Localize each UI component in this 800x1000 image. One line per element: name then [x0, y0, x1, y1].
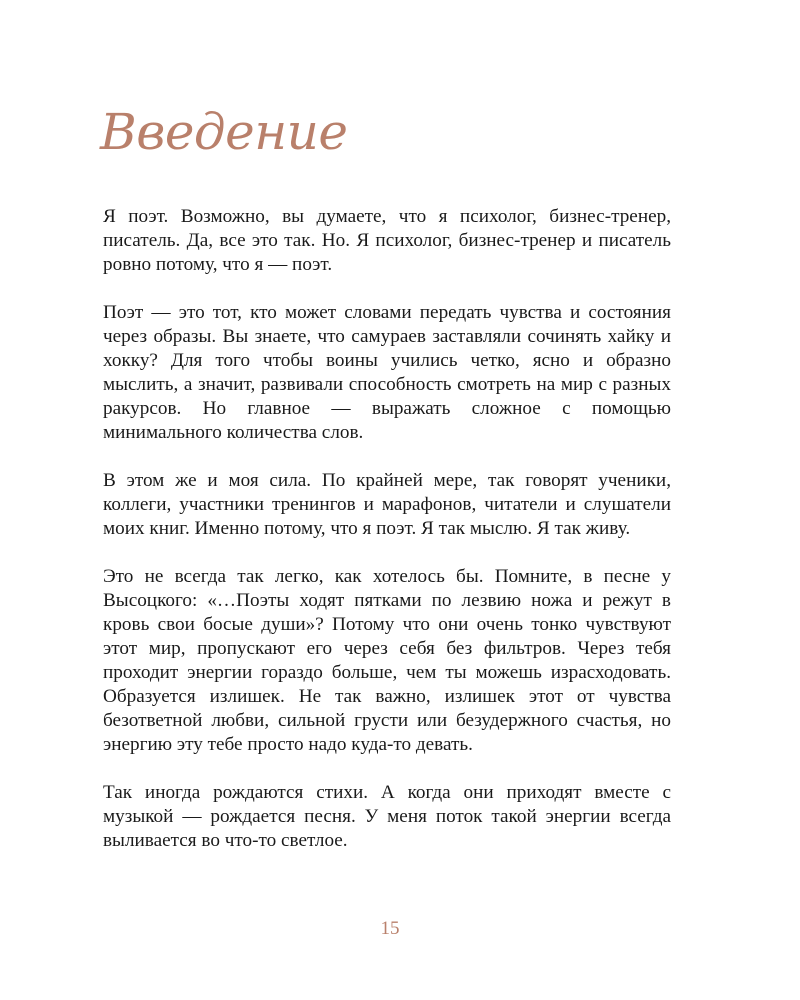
- paragraph-4: Это не всегда так легко, как хотелось бы. Помните, в песне у Высоцкого: «…Поэты ходят пятками по лезвию ножа и режут в кровь свои босые души»? Потому что они очень тонко чувствуют этот мир, пропускают его через себя без фильтров. Через тебя проходит энергии гораздо больше, чем ты можешь израсходовать. Образуется излишек. Не так важно, излишек этот от чувства безответной любви, сильной грусти или безудержного счастья, но энергию эту тебе просто надо куда-то девать.: [103, 566, 671, 755]
- paragraph-3: В этом же и моя сила. По крайней мере, так говорят ученики, коллеги, участники тренингов и марафонов, читатели и слушатели моих книг. Именно потому, что я поэт. Я так мыслю. Я так живу.: [103, 470, 671, 539]
- paragraph-2: Поэт — это тот, кто может словами передать чувства и состояния через образы. Вы знаете, что самураев заставляли сочинять хайку и хокку? Для того чтобы воины учились четко, ясно и образно мыслить, а значит, развивали способность смотреть на мир с разных ракурсов. Но главное — выражать сложное с помощью минимального количества слов.: [103, 302, 671, 443]
- chapter-heading: Введение: [100, 103, 348, 161]
- paragraph-5: Так иногда рождаются стихи. А когда они приходят вместе с музыкой — рождается песня. У меня поток такой энергии всегда выливается во что-то светлое.: [103, 782, 671, 851]
- paragraph-1: Я поэт. Возможно, вы думаете, что я психолог, бизнес-тренер, писатель. Да, все это так. Но. Я психолог, бизнес-тренер и писатель ровно потому, что я — поэт.: [103, 206, 671, 275]
- chapter-body: [103, 205, 671, 877]
- page-number: 15: [380, 918, 400, 939]
